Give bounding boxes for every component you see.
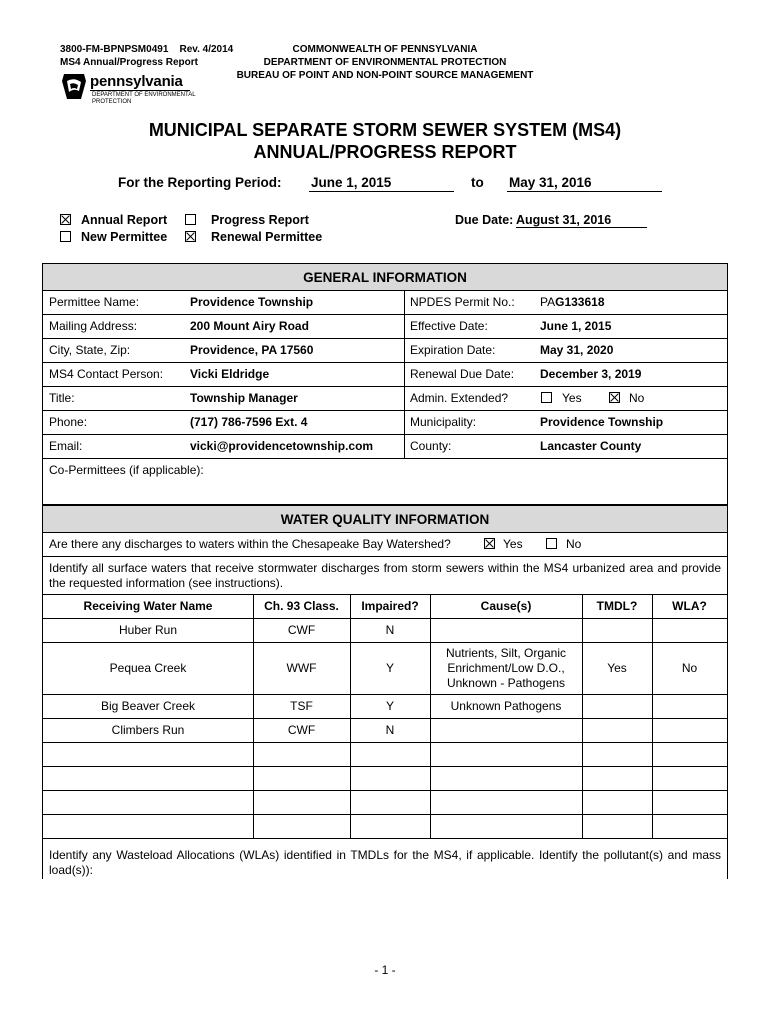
causes-cell[interactable]: Nutrients, Silt, Organic Enrichment/Low D.O., Unknown - Pathogens (445, 646, 567, 690)
keystone-logo-icon (61, 73, 87, 101)
table-top-border (42, 594, 728, 595)
phone-label: Phone: (49, 415, 88, 429)
row-divider (42, 556, 728, 557)
table-row-divider (42, 838, 728, 839)
table-row-divider (42, 618, 728, 619)
progress-report-label: Progress Report (211, 213, 309, 227)
renewal-due-date-label: Renewal Due Date: (410, 367, 515, 381)
admin-extended-no-checkbox[interactable] (609, 392, 620, 403)
npdes-permit-label: NPDES Permit No.: (410, 295, 515, 309)
impaired-cell[interactable]: N (385, 623, 395, 637)
col-header-causes: Cause(s) (480, 599, 532, 613)
water-name-cell[interactable]: Big Beaver Creek (100, 699, 196, 713)
col-header-impaired: Impaired? (361, 599, 419, 613)
logo-divider (90, 90, 190, 91)
general-information-heading: GENERAL INFORMATION (43, 264, 727, 290)
col-header-water-name: Receiving Water Name (83, 599, 213, 613)
period-label: For the Reporting Period: (118, 175, 282, 190)
table-row-divider (42, 790, 728, 791)
wla-cell[interactable]: No (681, 661, 698, 675)
col-header-tmdl: TMDL? (596, 599, 638, 613)
table-col-divider (582, 594, 583, 838)
agency-line-3: BUREAU OF POINT AND NON-POINT SOURCE MANAGEMENT (236, 70, 534, 81)
logo-subtitle-1: DEPARTMENT OF ENVIRONMENTAL (92, 92, 196, 98)
form-name: MS4 Annual/Progress Report (60, 57, 198, 68)
page-title: MUNICIPAL SEPARATE STORM SEWER SYSTEM (MS4) (148, 120, 622, 140)
annual-report-label: Annual Report (81, 213, 168, 227)
renewal-permittee-label: Renewal Permittee (211, 230, 323, 244)
logo-wordmark: pennsylvania (90, 73, 183, 90)
npdes-permit-value[interactable]: PAG133618 (540, 295, 605, 309)
permittee-name-value[interactable]: Providence Township (190, 295, 314, 309)
due-date-field[interactable]: August 31, 2016 (516, 213, 647, 228)
impaired-cell[interactable]: Y (385, 699, 394, 713)
admin-extended-label: Admin. Extended? (410, 391, 509, 405)
period-start-field[interactable]: June 1, 2015 (309, 175, 454, 192)
chesapeake-no-checkbox[interactable] (546, 538, 557, 549)
new-permittee-label: New Permittee (81, 230, 168, 244)
row-divider (42, 338, 728, 339)
title-value[interactable]: Township Manager (190, 391, 298, 405)
class-cell[interactable]: TSF (290, 699, 313, 713)
class-cell[interactable]: WWF (286, 661, 317, 675)
water-name-cell[interactable]: Pequea Creek (109, 661, 187, 675)
annual-report-checkbox[interactable] (60, 214, 71, 225)
city-state-zip-value[interactable]: Providence, PA 17560 (190, 343, 314, 357)
water-quality-heading: WATER QUALITY INFORMATION (43, 506, 727, 532)
class-cell[interactable]: CWF (287, 723, 316, 737)
table-col-divider (430, 594, 431, 838)
mailing-address-value[interactable]: 200 Mount Airy Road (190, 319, 309, 333)
table-row-divider (42, 694, 728, 695)
admin-extended-no-label: No (629, 391, 645, 405)
form-id: 3800-FM-BPNPSM0491 Rev. 4/2014 (60, 44, 234, 55)
chesapeake-yes-checkbox[interactable] (484, 538, 495, 549)
impaired-cell[interactable]: Y (385, 661, 394, 675)
email-label: Email: (49, 439, 83, 453)
new-permittee-checkbox[interactable] (60, 231, 71, 242)
chesapeake-yes-label: Yes (503, 537, 523, 551)
impaired-cell[interactable]: N (385, 723, 395, 737)
title-label: Title: (49, 391, 75, 405)
county-value[interactable]: Lancaster County (540, 439, 642, 453)
water-name-cell[interactable]: Climbers Run (111, 723, 185, 737)
agency-line-1: COMMONWEALTH OF PENNSYLVANIA (292, 44, 478, 55)
column-divider (404, 290, 405, 458)
county-label: County: (410, 439, 452, 453)
admin-extended-yes-checkbox[interactable] (541, 392, 552, 403)
admin-extended-yes-label: Yes (562, 391, 582, 405)
table-col-divider (652, 594, 653, 838)
renewal-due-date-value[interactable]: December 3, 2019 (540, 367, 642, 381)
contact-person-value[interactable]: Vicki Eldridge (190, 367, 270, 381)
page-number: - 1 - (374, 963, 396, 977)
page-subtitle: ANNUAL/PROGRESS REPORT (253, 142, 517, 162)
row-divider (42, 314, 728, 315)
permittee-name-label: Permittee Name: (49, 295, 140, 309)
tmdl-cell[interactable]: Yes (607, 661, 627, 675)
effective-date-value[interactable]: June 1, 2015 (540, 319, 612, 333)
water-name-cell[interactable]: Huber Run (118, 623, 178, 637)
mailing-address-label: Mailing Address: (49, 319, 138, 333)
expiration-date-label: Expiration Date: (410, 343, 496, 357)
chesapeake-no-label: No (566, 537, 582, 551)
identify-waters-instructions: Identify all surface waters that receive stormwater discharges from storm sewers within the MS4 urbanized area and provide the requested information (see instructions). (49, 561, 721, 590)
chesapeake-question: Are there any discharges to waters within the Chesapeake Bay Watershed? (49, 537, 451, 551)
table-row-divider (42, 766, 728, 767)
municipality-label: Municipality: (410, 415, 477, 429)
logo-subtitle-2: PROTECTION (92, 99, 132, 105)
table-row-divider (42, 742, 728, 743)
table-row-divider (42, 814, 728, 815)
wla-instructions: Identify any Wasteload Allocations (WLAs) identified in TMDLs for the MS4, if applicable. Identify the pollutant(s) and mass load(s)): (49, 848, 721, 877)
city-state-zip-label: City, State, Zip: (49, 343, 131, 357)
row-divider (42, 386, 728, 387)
effective-date-label: Effective Date: (410, 319, 488, 333)
class-cell[interactable]: CWF (287, 623, 316, 637)
col-header-wla: WLA? (672, 599, 707, 613)
email-value[interactable]: vicki@providencetownship.com (190, 439, 374, 453)
phone-value[interactable]: (717) 786-7596 Ext. 4 (190, 415, 308, 429)
expiration-date-value[interactable]: May 31, 2020 (540, 343, 614, 357)
causes-cell[interactable]: Unknown Pathogens (450, 699, 562, 713)
col-header-class: Ch. 93 Class. (264, 599, 339, 613)
table-row-divider (42, 642, 728, 643)
renewal-permittee-checkbox[interactable] (185, 231, 196, 242)
table-row-divider (42, 718, 728, 719)
progress-report-checkbox[interactable] (185, 214, 196, 225)
due-date-label: Due Date: (455, 213, 514, 227)
municipality-value[interactable]: Providence Township (540, 415, 664, 429)
row-divider (42, 290, 728, 291)
period-end-field[interactable]: May 31, 2016 (507, 175, 662, 192)
co-permittees-field[interactable] (43, 482, 727, 504)
period-to-label: to (471, 175, 484, 190)
agency-line-2: DEPARTMENT OF ENVIRONMENTAL PROTECTION (263, 57, 507, 68)
contact-person-label: MS4 Contact Person: (49, 367, 164, 381)
co-permittees-label: Co-Permittees (if applicable): (49, 463, 204, 477)
